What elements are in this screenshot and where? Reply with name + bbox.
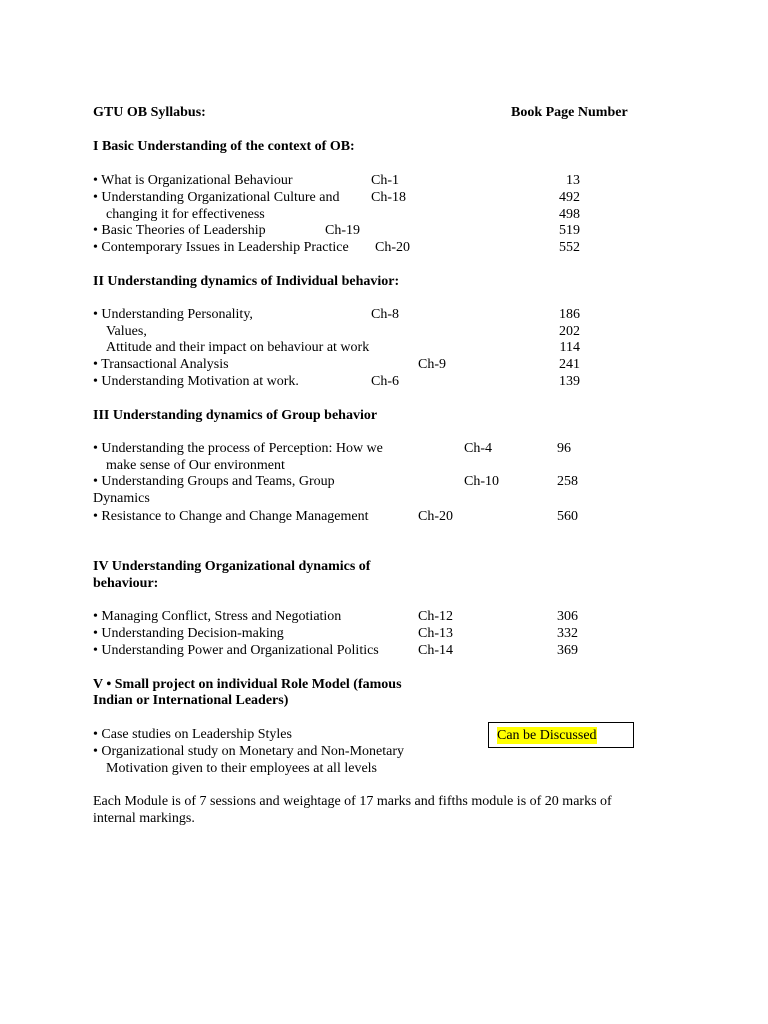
- footer-text-line-1: Each Module is of 7 sessions and weightage of 17 marks and fifths module is of 20 marks of: [93, 794, 612, 809]
- page-number: 241: [559, 357, 580, 372]
- section-4-heading-cont: behaviour:: [93, 576, 159, 591]
- page-number: 552: [559, 240, 580, 255]
- chapter-ref: Ch-12: [418, 609, 453, 624]
- chapter-ref: Ch-20: [375, 240, 410, 255]
- page-number: 202: [559, 324, 580, 339]
- list-item: • Basic Theories of Leadership: [93, 223, 266, 238]
- page-number: 13: [566, 173, 580, 188]
- list-item-continuation: changing it for effectiveness: [106, 207, 265, 222]
- page-number: 258: [557, 474, 578, 489]
- chapter-ref: Ch-1: [371, 173, 399, 188]
- note-box: [488, 722, 634, 748]
- list-item: • Case studies on Leadership Styles: [93, 727, 292, 742]
- list-item: • What is Organizational Behaviour: [93, 173, 293, 188]
- page-number: 498: [559, 207, 580, 222]
- page-number: 492: [559, 190, 580, 205]
- page-number: 369: [557, 643, 578, 658]
- page-number: 114: [559, 340, 580, 355]
- section-2-heading: II Understanding dynamics of Individual behavior:: [93, 274, 400, 289]
- chapter-ref: Ch-19: [325, 223, 360, 238]
- list-item: • Understanding Groups and Teams, Group: [93, 474, 335, 489]
- page-number: 560: [557, 509, 578, 524]
- list-item: • Understanding Power and Organizational Politics: [93, 643, 379, 658]
- section-1-heading: I Basic Understanding of the context of OB:: [93, 139, 355, 154]
- list-item: • Understanding the process of Perception: How we: [93, 441, 383, 456]
- page-number: 96: [557, 441, 571, 456]
- section-3-heading: III Understanding dynamics of Group behavior: [93, 408, 378, 423]
- section-5-heading-cont: Indian or International Leaders): [93, 693, 289, 708]
- chapter-ref: Ch-13: [418, 626, 453, 641]
- page-number: 519: [559, 223, 580, 238]
- highlighted-note: Can be Discussed: [497, 728, 597, 743]
- page-number: 186: [559, 307, 580, 322]
- chapter-ref: Ch-10: [464, 474, 499, 489]
- chapter-ref: Ch-20: [418, 509, 453, 524]
- chapter-ref: Ch-9: [418, 357, 446, 372]
- list-item-continuation: Attitude and their impact on behaviour at work: [106, 340, 370, 355]
- section-5-heading: V • Small project on individual Role Model (famous: [93, 677, 402, 692]
- document-title: GTU OB Syllabus:: [93, 105, 206, 120]
- chapter-ref: Ch-6: [371, 374, 399, 389]
- page-number: 332: [557, 626, 578, 641]
- list-item: • Understanding Organizational Culture and: [93, 190, 340, 205]
- list-item: • Understanding Motivation at work.: [93, 374, 299, 389]
- footer-text-line-2: internal markings.: [93, 811, 195, 826]
- list-item: • Resistance to Change and Change Management: [93, 509, 369, 524]
- list-item: • Understanding Personality,: [93, 307, 253, 322]
- chapter-ref: Ch-18: [371, 190, 406, 205]
- list-item: • Contemporary Issues in Leadership Practice: [93, 240, 349, 255]
- list-item: • Organizational study on Monetary and Non-Monetary: [93, 744, 405, 759]
- list-item-continuation: Motivation given to their employees at all levels: [106, 761, 377, 776]
- list-item: • Managing Conflict, Stress and Negotiation: [93, 609, 342, 624]
- chapter-ref: Ch-8: [371, 307, 399, 322]
- page-number-header: Book Page Number: [511, 105, 628, 120]
- list-item-continuation: make sense of Our environment: [106, 458, 285, 473]
- chapter-ref: Ch-4: [464, 441, 492, 456]
- chapter-ref: Ch-14: [418, 643, 453, 658]
- list-item: • Understanding Decision-making: [93, 626, 284, 641]
- page-number: 139: [559, 374, 580, 389]
- list-item-continuation: Dynamics: [93, 491, 150, 506]
- list-item: • Transactional Analysis: [93, 357, 229, 372]
- list-item-continuation: Values,: [106, 324, 147, 339]
- page-number: 306: [557, 609, 578, 624]
- section-4-heading: IV Understanding Organizational dynamics of: [93, 559, 371, 574]
